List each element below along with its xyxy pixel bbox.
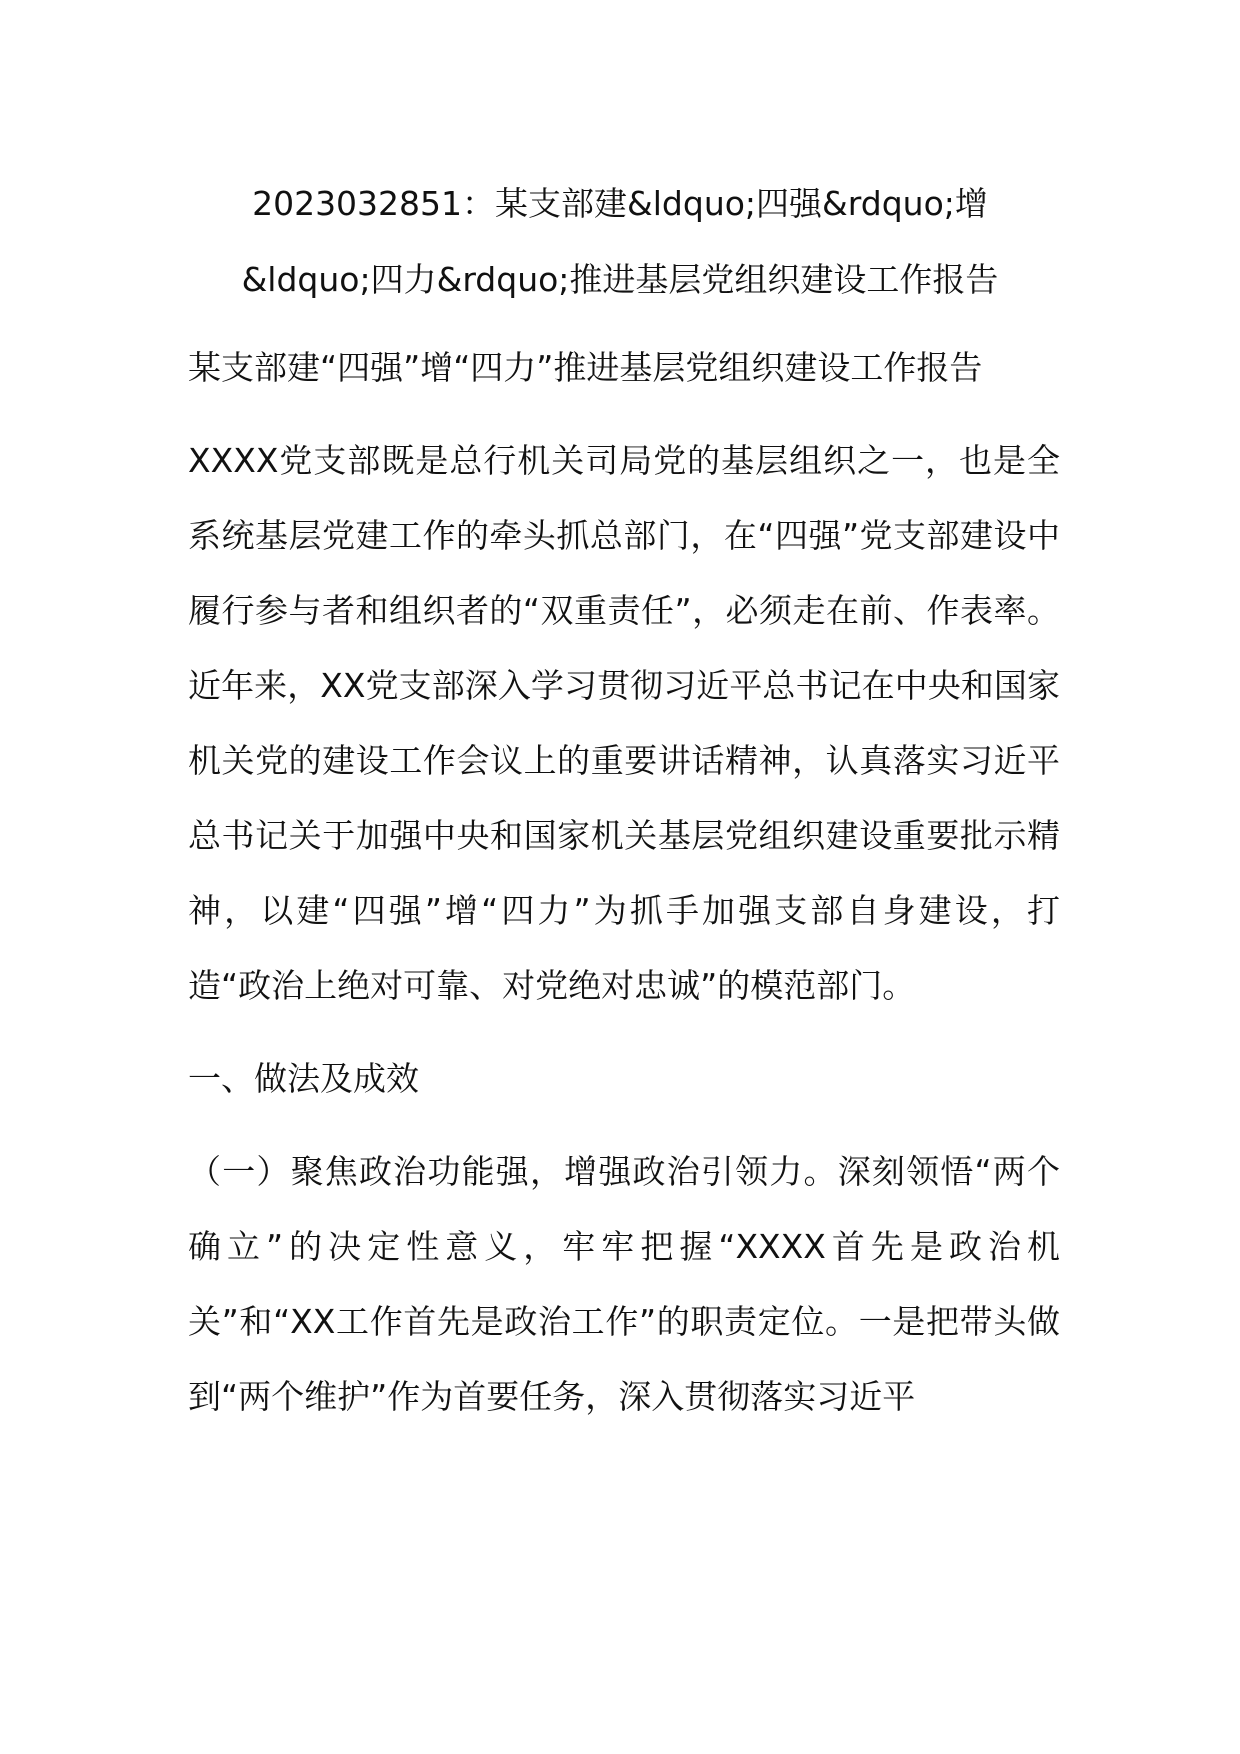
section-heading-methods-results: 一、做法及成效 bbox=[188, 1059, 419, 1098]
report-heading: 某支部建“四强”增“四力”推进基层党组织建设工作报告 bbox=[188, 348, 983, 387]
intro-paragraph: XXXX党支部既是总行机关司局党的基层组织之一，也是全系统基层党建工作的牵头抓总部门，在“四强”党支部建设中履行参与者和组织者的“双重责任”，必须走在前、作表率。近年来，XX党支部深入学习贯彻习近平总书记在中央和国家机关党的建设工作会议上的重要讲话精神，认真落实习近平总书记关于加强中央和国家机关基层党组织建设重要批示精神，以建“四强”增“四力”为抓手加强支部自身建设，打造“政治上绝对可靠、对党绝对忠诚”的模范部门。 bbox=[188, 441, 1060, 1005]
document-body bbox=[188, 330, 1060, 1452]
document-title: 2023032851：某支部建&ldquo;四强&rdquo;增&ldquo;四力&rdquo;推进基层党组织建设工作报告 bbox=[241, 184, 999, 299]
section-one-paragraph: （一）聚焦政治功能强，增强政治引领力。深刻领悟“两个确立”的决定性意义，牢牢把握“XXXX首先是政治机关”和“XX工作首先是政治工作”的职责定位。一是把带头做到“两个维护”作为首要任务，深入贯彻落实习近平 bbox=[188, 1152, 1060, 1416]
